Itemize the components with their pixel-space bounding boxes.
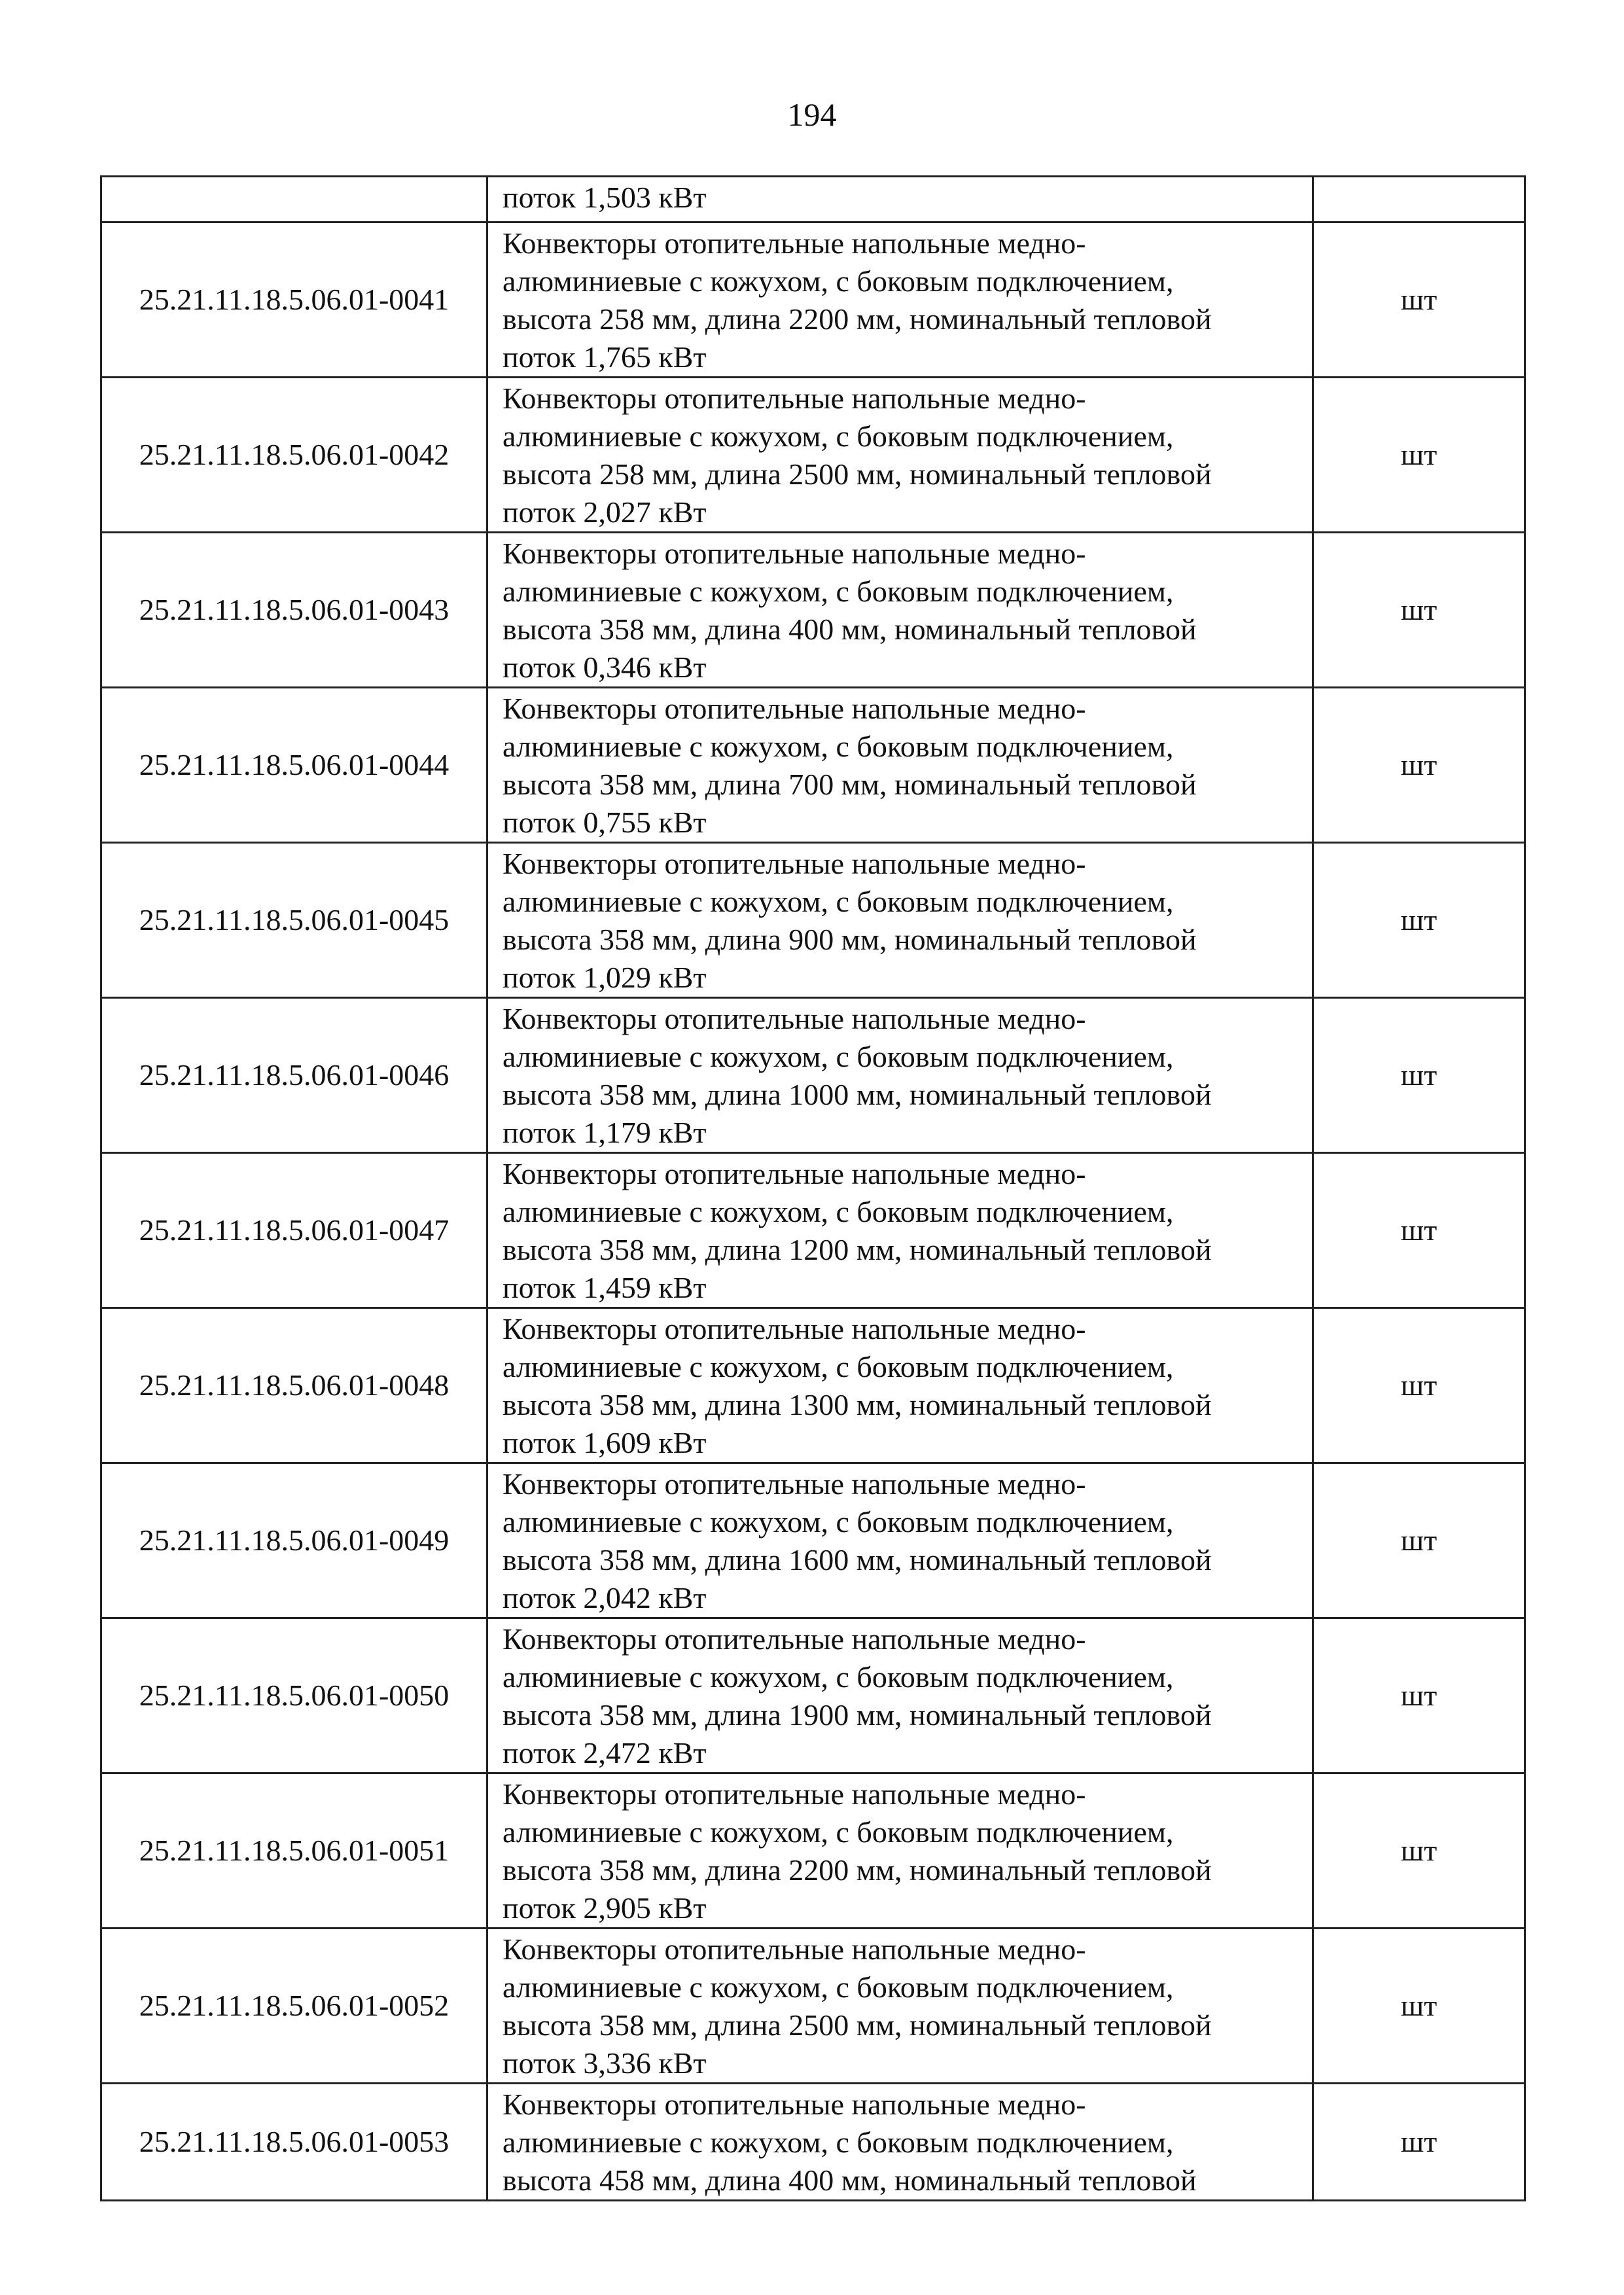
description-line: Конвекторы отопительные напольные медно- bbox=[503, 1622, 1086, 1656]
resource-description-cell bbox=[487, 2084, 1313, 2201]
description-line: высота 358 мм, длина 2500 мм, номинальный тепловой bbox=[503, 2008, 1212, 2042]
description-line: алюминиевые с кожухом, с боковым подключением, bbox=[503, 575, 1174, 608]
description-line: Конвекторы отопительные напольные медно- bbox=[503, 382, 1086, 415]
description-line: поток 1,029 кВт bbox=[503, 961, 707, 994]
resource-description-cell bbox=[487, 843, 1313, 998]
table-row bbox=[101, 843, 1525, 998]
table-row bbox=[101, 1618, 1525, 1773]
description-line: поток 2,042 кВт bbox=[503, 1581, 707, 1614]
description-line: поток 1,609 кВт bbox=[503, 1426, 707, 1459]
resource-code-cell: 25.21.11.18.5.06.01-0052 bbox=[101, 1929, 487, 2084]
resource-code-cell: 25.21.11.18.5.06.01-0049 bbox=[101, 1463, 487, 1618]
resource-description-cell bbox=[487, 998, 1313, 1153]
description-line: Конвекторы отопительные напольные медно- bbox=[503, 226, 1086, 260]
description-line: высота 258 мм, длина 2200 мм, номинальный тепловой bbox=[503, 302, 1212, 336]
table-row bbox=[101, 998, 1525, 1153]
description-line: алюминиевые с кожухом, с боковым подключением, bbox=[503, 1970, 1174, 2004]
description-line: поток 1,503 кВт bbox=[503, 181, 707, 214]
unit-cell: шт bbox=[1313, 1618, 1525, 1773]
description-line: Конвекторы отопительные напольные медно- bbox=[503, 1777, 1086, 1811]
resource-description-cell bbox=[487, 688, 1313, 843]
description-line: алюминиевые с кожухом, с боковым подключением, bbox=[503, 2126, 1174, 2159]
description-line: высота 458 мм, длина 400 мм, номинальный тепловой bbox=[503, 2163, 1197, 2197]
unit-cell: шт bbox=[1313, 1929, 1525, 2084]
resource-code-cell: 25.21.11.18.5.06.01-0047 bbox=[101, 1153, 487, 1308]
description-line: высота 358 мм, длина 1200 мм, номинальный тепловой bbox=[503, 1233, 1212, 1266]
description-line: поток 0,755 кВт bbox=[503, 806, 707, 839]
description-line: высота 358 мм, длина 900 мм, номинальный тепловой bbox=[503, 923, 1197, 956]
unit-cell bbox=[1313, 177, 1525, 222]
resource-description-cell bbox=[487, 378, 1313, 533]
unit-cell: шт bbox=[1313, 1463, 1525, 1618]
description-line: алюминиевые с кожухом, с боковым подключением, bbox=[503, 1660, 1174, 1694]
table-row bbox=[101, 688, 1525, 843]
description-line: высота 358 мм, длина 1900 мм, номинальный тепловой bbox=[503, 1698, 1212, 1732]
description-line: Конвекторы отопительные напольные медно- bbox=[503, 2088, 1086, 2121]
description-line: высота 358 мм, длина 700 мм, номинальный тепловой bbox=[503, 768, 1197, 801]
resource-code-cell: 25.21.11.18.5.06.01-0043 bbox=[101, 533, 487, 688]
description-line: Конвекторы отопительные напольные медно- bbox=[503, 537, 1086, 570]
unit-cell: шт bbox=[1313, 998, 1525, 1153]
resource-code-cell: 25.21.11.18.5.06.01-0051 bbox=[101, 1773, 487, 1929]
resource-code-cell: 25.21.11.18.5.06.01-0042 bbox=[101, 378, 487, 533]
unit-cell: шт bbox=[1313, 1773, 1525, 1929]
description-line: Конвекторы отопительные напольные медно- bbox=[503, 1932, 1086, 1966]
unit-cell: шт bbox=[1313, 843, 1525, 998]
table-row bbox=[101, 1929, 1525, 2084]
description-line: алюминиевые с кожухом, с боковым подключением, bbox=[503, 885, 1174, 918]
resource-code-cell: 25.21.11.18.5.06.01-0048 bbox=[101, 1308, 487, 1463]
unit-cell: шт bbox=[1313, 378, 1525, 533]
description-line: поток 2,905 кВт bbox=[503, 1891, 707, 1925]
resource-table bbox=[100, 175, 1526, 2201]
unit-cell: шт bbox=[1313, 688, 1525, 843]
description-line: Конвекторы отопительные напольные медно- bbox=[503, 692, 1086, 725]
table-row bbox=[101, 1153, 1525, 1308]
resource-description-cell bbox=[487, 1153, 1313, 1308]
description-line: высота 358 мм, длина 2200 мм, номинальный тепловой bbox=[503, 1853, 1212, 1887]
description-line: высота 358 мм, длина 1600 мм, номинальный тепловой bbox=[503, 1543, 1212, 1576]
unit-cell: шт bbox=[1313, 533, 1525, 688]
unit-cell: шт bbox=[1313, 1153, 1525, 1308]
resource-code-cell: 25.21.11.18.5.06.01-0046 bbox=[101, 998, 487, 1153]
description-line: Конвекторы отопительные напольные медно- bbox=[503, 1157, 1086, 1190]
description-line: поток 1,459 кВт bbox=[503, 1271, 707, 1304]
resource-code-cell: 25.21.11.18.5.06.01-0041 bbox=[101, 222, 487, 378]
resource-code-cell bbox=[101, 177, 487, 222]
resource-description-cell bbox=[487, 1929, 1313, 2084]
table-row bbox=[101, 2084, 1525, 2201]
description-line: поток 2,472 кВт bbox=[503, 1736, 707, 1770]
description-line: алюминиевые с кожухом, с боковым подключением, bbox=[503, 730, 1174, 763]
resource-description-cell bbox=[487, 1308, 1313, 1463]
description-line: Конвекторы отопительные напольные медно- bbox=[503, 1467, 1086, 1501]
resource-description-cell bbox=[487, 1618, 1313, 1773]
resource-code-cell: 25.21.11.18.5.06.01-0045 bbox=[101, 843, 487, 998]
description-line: Конвекторы отопительные напольные медно- bbox=[503, 1002, 1086, 1035]
description-line: алюминиевые с кожухом, с боковым подключением, bbox=[503, 1815, 1174, 1849]
unit-cell: шт bbox=[1313, 2084, 1525, 2201]
description-line: высота 358 мм, длина 400 мм, номинальный тепловой bbox=[503, 613, 1197, 646]
table-row bbox=[101, 177, 1525, 222]
description-line: поток 1,179 кВт bbox=[503, 1116, 707, 1149]
description-line: высота 358 мм, длина 1300 мм, номинальный тепловой bbox=[503, 1388, 1212, 1421]
description-line: алюминиевые с кожухом, с боковым подключением, bbox=[503, 419, 1174, 453]
description-line: поток 3,336 кВт bbox=[503, 2046, 707, 2080]
table-row bbox=[101, 1773, 1525, 1929]
table-body bbox=[101, 177, 1525, 2201]
description-line: высота 358 мм, длина 1000 мм, номинальный тепловой bbox=[503, 1078, 1212, 1111]
page-number: 194 bbox=[787, 96, 837, 133]
description-line: поток 1,765 кВт bbox=[503, 340, 707, 374]
description-line: поток 2,027 кВт bbox=[503, 495, 707, 529]
resource-description-cell bbox=[487, 177, 1313, 222]
resource-code-cell: 25.21.11.18.5.06.01-0044 bbox=[101, 688, 487, 843]
table-row bbox=[101, 1463, 1525, 1618]
resource-code-cell: 25.21.11.18.5.06.01-0050 bbox=[101, 1618, 487, 1773]
description-line: алюминиевые с кожухом, с боковым подключением, bbox=[503, 1040, 1174, 1073]
table-row bbox=[101, 533, 1525, 688]
description-line: Конвекторы отопительные напольные медно- bbox=[503, 847, 1086, 880]
unit-cell: шт bbox=[1313, 1308, 1525, 1463]
resource-description-cell bbox=[487, 1773, 1313, 1929]
resource-description-cell bbox=[487, 1463, 1313, 1618]
description-line: Конвекторы отопительные напольные медно- bbox=[503, 1312, 1086, 1345]
description-line: алюминиевые с кожухом, с боковым подключением, bbox=[503, 1195, 1174, 1228]
resource-description-cell bbox=[487, 222, 1313, 378]
description-line: алюминиевые с кожухом, с боковым подключением, bbox=[503, 264, 1174, 298]
description-line: высота 258 мм, длина 2500 мм, номинальный тепловой bbox=[503, 457, 1212, 491]
resource-description-cell bbox=[487, 533, 1313, 688]
unit-cell: шт bbox=[1313, 222, 1525, 378]
description-line: алюминиевые с кожухом, с боковым подключением, bbox=[503, 1350, 1174, 1383]
table-row bbox=[101, 1308, 1525, 1463]
table-row bbox=[101, 378, 1525, 533]
description-line: алюминиевые с кожухом, с боковым подключением, bbox=[503, 1505, 1174, 1539]
resource-code-cell: 25.21.11.18.5.06.01-0053 bbox=[101, 2084, 487, 2201]
description-line: поток 0,346 кВт bbox=[503, 650, 707, 684]
table-row bbox=[101, 222, 1525, 378]
